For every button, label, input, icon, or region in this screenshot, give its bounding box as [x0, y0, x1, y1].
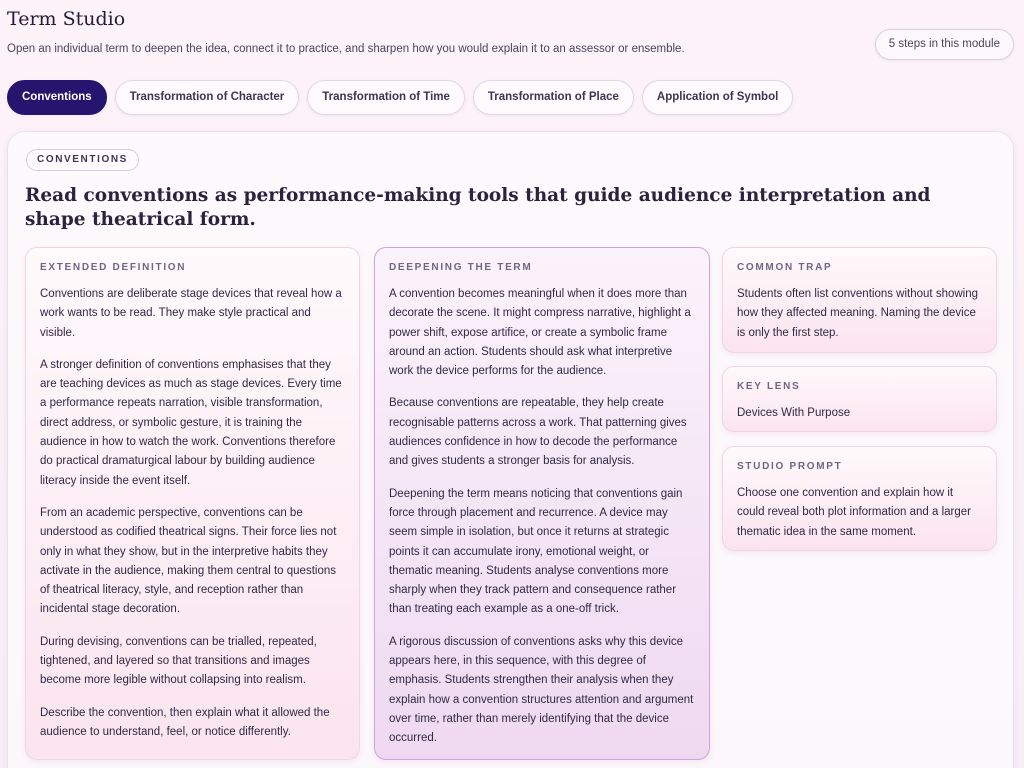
panel-text: Students often list conventions without showing how they affected meaning. Naming the device is only the first step. [737, 288, 979, 339]
tab-conventions[interactable]: Conventions [7, 80, 107, 115]
panel-label: STUDIO PROMPT [737, 461, 843, 472]
term-tabs [7, 80, 793, 115]
extended-definition-panel [25, 247, 360, 760]
panel-text: Devices With Purpose [737, 407, 851, 419]
paragraph: During devising, conventions can be trialled, repeated, tightened, and layered so that transitions and images become more legible without collapsing into realism. [40, 635, 317, 687]
tab-transformation-of-place[interactable]: Transformation of Place [473, 80, 634, 115]
panel-label: DEEPENING THE TERM [389, 262, 533, 273]
term-headline: Read conventions as performance-making tools that guide audience interpretation and shape theatrical form. [25, 185, 931, 230]
steps-count-badge: 5 steps in this module [875, 29, 1014, 60]
studio-prompt-panel [722, 446, 997, 551]
term-badge: CONVENTIONS [26, 149, 139, 171]
header [7, 8, 1017, 55]
panel-label: KEY LENS [737, 381, 801, 392]
paragraph: Because conventions are repeatable, they help create recognisable patterns across a work. That patterning gives audiences confidence in how to decode the performance and gives students a stronger basis for analysis. [389, 397, 687, 468]
panel-label: COMMON TRAP [737, 262, 833, 273]
tab-transformation-of-time[interactable]: Transformation of Time [307, 80, 465, 115]
paragraph: Describe the convention, then explain what it allowed the audience to understand, feel, or notice differently. [40, 706, 330, 738]
tab-transformation-of-character[interactable]: Transformation of Character [115, 80, 300, 115]
deepening-term-panel [374, 247, 710, 760]
paragraph: A stronger definition of conventions emphasises that they are teaching devices as much as stage devices. Every time a performance repeats narration, visible transformation, direct address, or symbolic gesture, it is training the audience in how to watch the work. Conventions therefore do practical dramaturgical labour by building audience literacy inside the event itself. [40, 358, 342, 487]
paragraph: Deepening the term means noticing that conventions gain force through placement and recurrence. A device may seem simple in isolation, but once it returns at strategic points it can accumulate irony, emotional weight, or thematic meaning. Students analyse conventions more sharply when they track pattern and consequence rather than treating each example as a one-off trick. [389, 487, 683, 616]
paragraph: A convention becomes meaningful when it does more than decorate the scene. It might compress narrative, highlight a power shift, expose artifice, or create a symbolic frame around an action. Students should ask what interpretive work the device performs for the audience. [389, 288, 691, 378]
term-card [7, 131, 1014, 768]
key-lens-panel [722, 366, 997, 432]
common-trap-panel [722, 247, 997, 353]
panel-label: EXTENDED DEFINITION [40, 262, 187, 273]
paragraph: From an academic perspective, conventions can be understood as codified theatrical signs. Their force lies not only in what they show, but in the interpretive habits they activate in the audience, making them central to questions of theatrical literacy, style, and reception rather than incidental stage decoration. [40, 506, 337, 616]
tab-application-of-symbol[interactable]: Application of Symbol [642, 80, 793, 115]
page-subtitle: Open an individual term to deepen the idea, connect it to practice, and sharpen how you would explain it to an assessor or ensemble. [7, 43, 685, 55]
app-title: Term Studio [7, 8, 126, 30]
paragraph: A rigorous discussion of conventions asks why this device appears here, in this sequence, with this degree of emphasis. Students strengthen their analysis when they explain how a convention structures attention and argument over time, rather than merely identifying that the device occurred. [389, 635, 694, 745]
panel-text: Choose one convention and explain how it could reveal both plot information and a larger thematic idea in the same moment. [737, 487, 971, 538]
paragraph: Conventions are deliberate stage devices that reveal how a work wants to be read. They make style practical and visible. [40, 288, 342, 339]
